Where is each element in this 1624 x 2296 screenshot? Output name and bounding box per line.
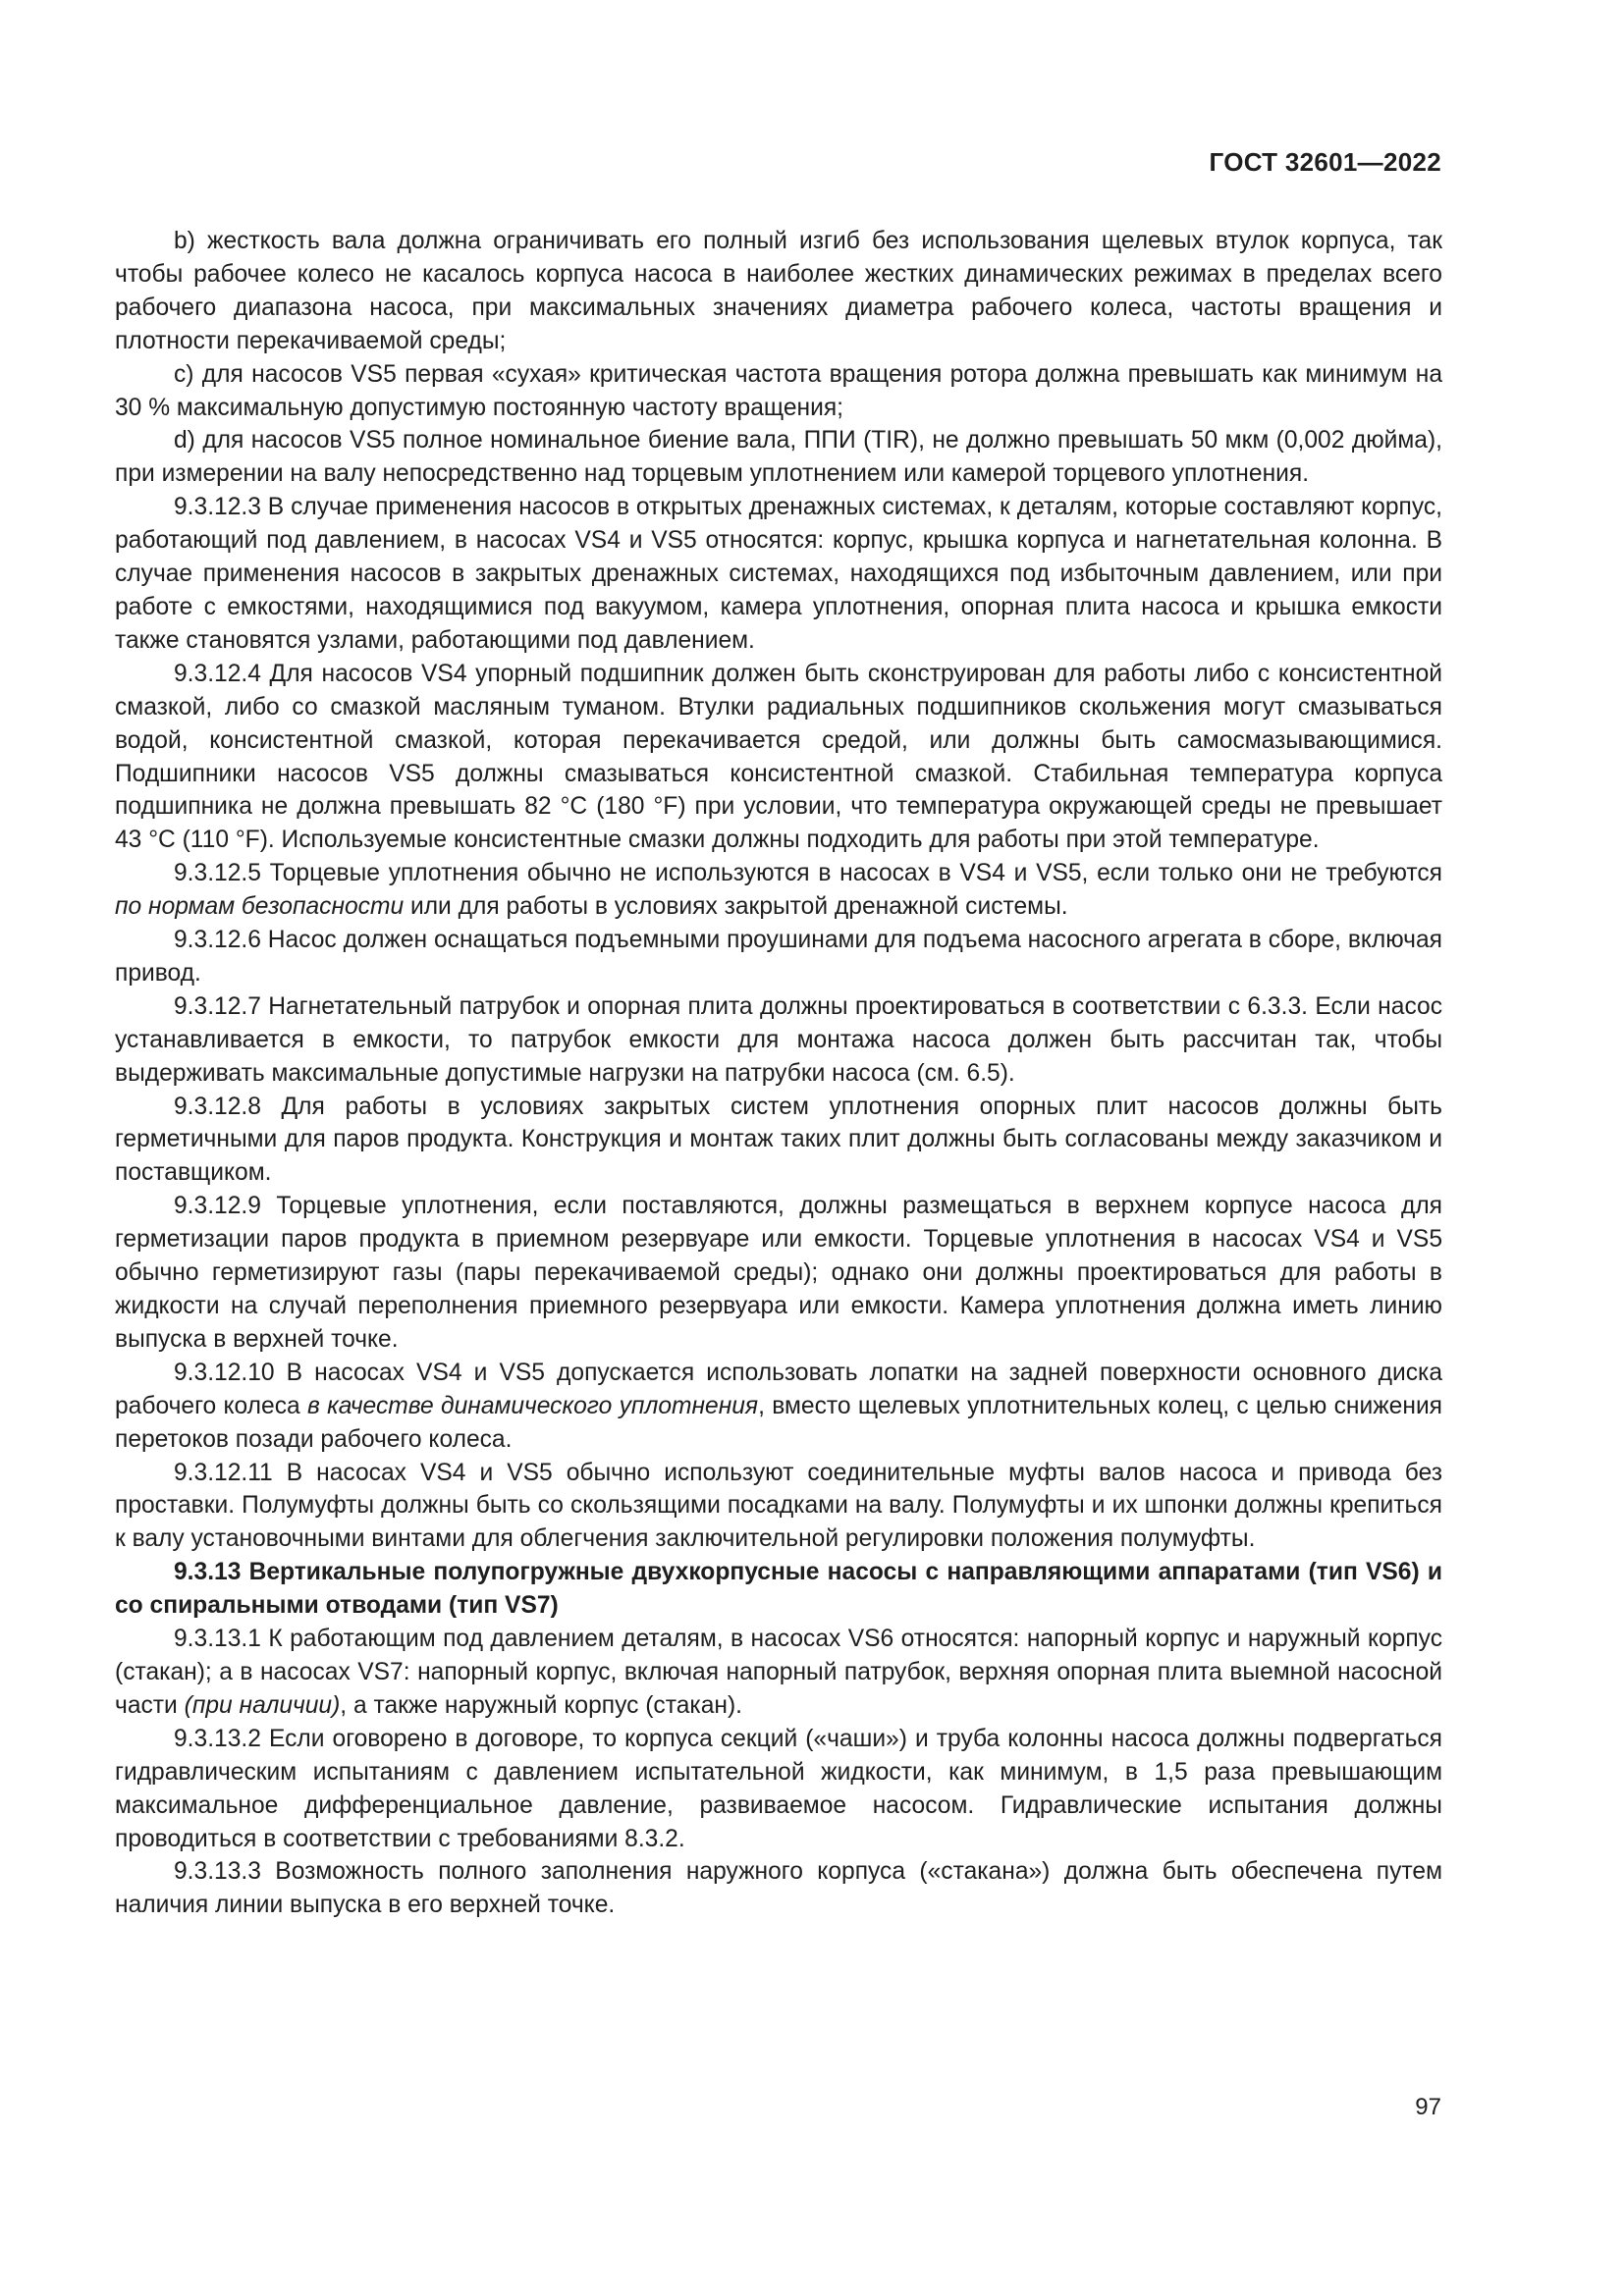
clause-9-3-12-10 xyxy=(115,1357,1442,1457)
clause-9-3-12-11: 9.3.12.11 В насосах VS4 и VS5 обычно используют соединительные муфты валов насоса и привода без проставки. Полумуфты должны быть со скользящими посадками на валу. Полумуфты и их шпонки должны крепиться к валу установочными винтами для облегчения заключительной регулировки положения полумуфты. xyxy=(115,1459,1442,1553)
clause-9-3-13-3: 9.3.13.3 Возможность полного заполнения наружного корпуса («стакана») должна быть обеспечена путем наличия линии выпуска в его верхней точке. xyxy=(115,1858,1442,1919)
clause-9-3-12-5 xyxy=(115,857,1442,924)
clause-text: , вместо щелевых уплотнительных колец, с целью снижения перетоков позади рабочего колеса. xyxy=(115,1392,1442,1453)
clause-text: или для работы в условиях закрытой дренажной системы. xyxy=(404,893,1068,921)
clause-text: 9.3.13.1 К работающим под давлением деталям, в насосах VS6 относятся: напорный корпус и наружный корпус (стакан); а в насосах VS7: напорный корпус, включая напорный патрубок, верхняя опорная плита выемной насосной части xyxy=(115,1626,1442,1719)
emphasis-text: (при наличии) xyxy=(184,1691,341,1719)
clause-9-3-13-1 xyxy=(115,1623,1442,1723)
page-number: 97 xyxy=(1415,2094,1441,2120)
clause-9-3-12-4: 9.3.12.4 Для насосов VS4 упорный подшипник должен быть сконструирован для работы либо с консистентной смазкой, либо со смазкой масляным туманом. Втулки радиальных подшипников скольжения могут смазываться водой, консистентной смазкой, которая перекачивается средой, или должны быть самосмазывающимися. Подшипники насосов VS5 должны смазываться консистентной смазкой. Стабильная температура корпуса подшипника не должна превышать 82 °C (180 °F) при условии, что температура окружающей среды не превышает 43 °C (110 °F). Используемые консистентные смазки должны подходить для работы при этой температуре. xyxy=(115,660,1442,854)
clause-9-3-12-3: 9.3.12.3 В случае применения насосов в открытых дренажных системах, к деталям, которые составляют корпус, работающий под давлением, в насосах VS4 и VS5 относятся: корпус, крышка корпуса и нагнетательная колонна. В случае применения насосов в закрытых дренажных системах, находящихся под избыточным давлением, или при работе с емкостями, находящимися под вакуумом, камера уплотнения, опорная плита насоса и крышка емкости также становятся узлами, работающими под давлением. xyxy=(115,494,1442,654)
document-header: ГОСТ 32601—2022 xyxy=(1209,147,1441,177)
clause-text: , а также наружный корпус (стакан). xyxy=(340,1691,742,1719)
list-item-c: c) для насосов VS5 первая «сухая» критическая частота вращения ротора должна превышать как минимум на 30 % максимальную допустимую постоянную частоту вращения; xyxy=(115,360,1442,421)
emphasis-text: в качестве динамического уплотнения xyxy=(307,1392,759,1419)
clause-9-3-12-7: 9.3.12.7 Нагнетательный патрубок и опорная плита должны проектироваться в соответствии с 6.3.3. Если насос устанавливается в емкости, то патрубок емкости для монтажа насоса должен быть рассчитан так, чтобы выдерживать максимальные допустимые нагрузки на патрубки насоса (см. 6.5). xyxy=(115,992,1442,1087)
list-item-d: d) для насосов VS5 полное номинальное биение вала, ППИ (TIR), не должно превышать 50 мкм (0,002 дюйма), при измерении на валу непосредственно над торцевым уплотнением или камерой торцевого уплотнения. xyxy=(115,427,1442,488)
clause-text: 9.3.12.5 Торцевые уплотнения обычно не используются в насосах в VS4 и VS5, если только они не требуются xyxy=(174,860,1442,887)
section-heading-9-3-13: 9.3.13 Вертикальные полупогружные двухкорпусные насосы с направляющими аппаратами (тип VS6) и со спиральными отводами (тип VS7) xyxy=(115,1559,1442,1620)
document-body xyxy=(115,225,1442,1922)
clause-9-3-12-6: 9.3.12.6 Насос должен оснащаться подъемными проушинами для подъема насосного агрегата в сборе, включая привод. xyxy=(115,927,1442,987)
clause-text: 9.3.12.10 В насосах VS4 и VS5 допускается использовать лопатки на задней поверхности основного диска рабочего колеса xyxy=(115,1359,1442,1419)
clause-9-3-12-8: 9.3.12.8 Для работы в условиях закрытых систем уплотнения опорных плит насосов должны быть герметичными для паров продукта. Конструкция и монтаж таких плит должны быть согласованы между заказчиком и поставщиком. xyxy=(115,1093,1442,1187)
emphasis-text: по нормам безопасности xyxy=(115,893,405,921)
list-item-b: b) жесткость вала должна ограничивать его полный изгиб без использования щелевых втулок корпуса, так чтобы рабочее колесо не касалось корпуса насоса в наиболее жестких динамических режимах в пределах всего рабочего диапазона насоса, при максимальных значениях диаметра рабочего колеса, частоты вращения и плотности перекачиваемой среды; xyxy=(115,228,1442,354)
clause-9-3-12-9: 9.3.12.9 Торцевые уплотнения, если поставляются, должны размещаться в верхнем корпусе насоса для герметизации паров продукта в приемном резервуаре или емкости. Торцевые уплотнения в насосах VS4 и VS5 обычно герметизируют газы (пары перекачиваемой среды); однако они должны проектироваться для работы в жидкости на случай переполнения приемного резервуара или емкости. Камера уплотнения должна иметь линию выпуска в верхней точке. xyxy=(115,1193,1442,1353)
clause-9-3-13-2: 9.3.13.2 Если оговорено в договоре, то корпуса секций («чаши») и труба колонны насоса должны подвергаться гидравлическим испытаниям с давлением испытательной жидкости, как минимум, в 1,5 раза превышающим максимальное дифференциальное давление, развиваемое насосом. Гидравлические испытания должны проводиться в соответствии с требованиями 8.3.2. xyxy=(115,1725,1442,1852)
